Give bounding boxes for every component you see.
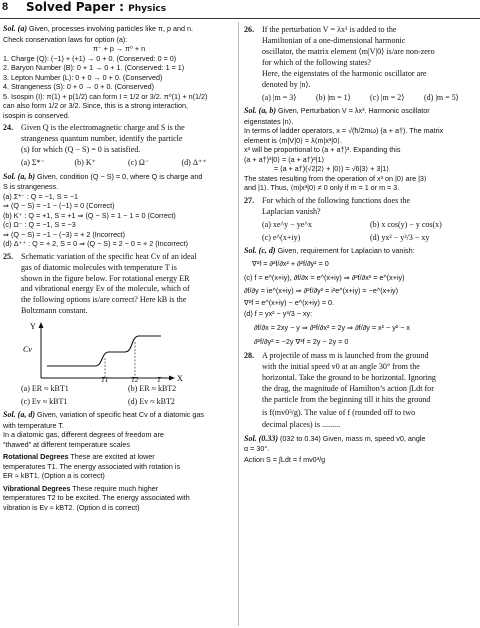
vibrational-heading: Vibrational Degrees — [3, 483, 71, 493]
solution-label: Sol. (a, b) — [3, 171, 35, 181]
t-label: T — [157, 376, 161, 383]
option-c: (c) Ev ≈ kBT1 — [21, 396, 68, 406]
cv-label: Cv — [23, 345, 32, 355]
option-b: (b) ER ≈ kBT2 — [128, 384, 177, 394]
solution-label: Sol. (0.33) — [244, 433, 278, 443]
x-axis-label: X — [177, 374, 183, 383]
column-divider — [238, 22, 239, 626]
text-line: 3. Lepton Number (L): 0 + 0 → 0 + 0. (Conserved) — [3, 72, 163, 82]
text-line: Given, processes involving particles like π, p and n. — [29, 24, 193, 33]
option-d: (d) Ev ≈ kBT2 — [128, 396, 175, 406]
question-25: 25. Schematic variation of the specific heat Cv of an ideal gas of diatomic molecules with temperature T is shown in the figure below. For rotational energy ER and vibrational energy Ev of the molecule, which of the following options is/are correct? Here kB is the Boltzmann constant. — [3, 251, 197, 316]
solution-label: Sol. (a, d) — [3, 410, 35, 420]
solution-27: Sol. (c, d) Given, requirement for Laplacian to vanish: ∇²f = ∂²f/∂x² + ∂²f/∂y² = 0 (c) f = e^(x+iy), ∂f/∂x = e^(x+iy) ⇒ ∂²f/∂x² = e^(x+iy) ∂f/∂y = ie^(x+iy) ⇒ ∂²f/∂y² = i²e^(x+iy) = −e^(x+iy) ∇²f = e^(x+iy) − e^(x+iy) = 0. (d) f = yx² − y³/3 − xy: ∂f/∂x = 2xy − y ⇒ ∂²f/∂x² = 2y ⇒ ∂f/∂y = x² − y² − x ∂²f/∂y² = −2y ∇²f = 2y − 2y = 0 — [244, 246, 415, 346]
x-axis-arrow — [169, 376, 175, 381]
option-b: (b) K⁺ — [74, 157, 96, 167]
option-a: (a) Σ*⁻ — [21, 157, 45, 167]
solution-label: Sol. (c, d) — [244, 246, 276, 256]
text-line: 1. Charge (Q): (−1) + (+1) → 0 + 0. (Conserved: 0 = 0) — [3, 53, 177, 63]
left-column — [3, 22, 235, 514]
solution-26: Sol. (a, b) Given, Perturbation V = λx³. Harmonic oscillator eigenstates |n⟩. In terms of ladder operators, x = √(ħ/2mω) (a + a†). The matrix element is ⟨m|V|0⟩ = λ⟨m|x³|0⟩. x³ will be proportional to (a + a†)³. Expanding this (a + a†)³|0⟩ = (a + a†)²|1⟩ = (a + a†)(√2|2⟩ + |0⟩) = √6|3⟩ + 3|1⟩ The states resulting from the operation of x³ on |0⟩ are |3⟩ and |1⟩. Thus, ⟨m|x³|0⟩ ≠ 0 only if m = 1 or m = 3. — [244, 106, 444, 193]
question-number: 28. — [244, 351, 255, 361]
options — [244, 93, 478, 104]
text-line: can also form 1/2 or 3/2. Since, this is a strong interaction, — [3, 101, 188, 111]
question-27: 27. For which of the following functions does the Laplacian vanish? (a) xe^y − ye^x (b) x cos(y) − y cos(x) (c) e^(x+iy) (d) yx² − y³/3 − xy — [244, 196, 478, 243]
question-26: 26. If the perturbation V = λx³ is added to the Hamiltonian of a one-dimensional harmonic oscillator, the matrix element ⟨m|V|0⟩ is/are non-zero for which of the following states? Here, the eigenstates of the harmonic oscillator are denoted by |n⟩. (a) |m = 3⟩ (b) |m = 1⟩ (c) |m = 2⟩ (d) |m = 5⟩ — [244, 25, 478, 103]
option-b: (b) |m = 1⟩ — [316, 92, 351, 102]
option-c: (c) |m = 2⟩ — [370, 92, 405, 102]
option-d: (d) |m = 5⟩ — [424, 92, 459, 102]
t1-label: T1 — [101, 376, 109, 383]
solution-25: Sol. (a, d) Given, variation of specific heat Cv of a diatomic gas with temperature T. In a diatomic gas, different degrees of freedom are “thawed” at different temperature scales Rotational Degrees These are excited at lower temperatures T1. The energy associated with rotation is ER ≈ kBT1. (Option a is correct) Vibrational Degrees These require much higher temperatures T2 to be excited. The energy associated with vibration is Ev ≈ kBT2. (Option d is correct) — [3, 410, 204, 512]
header-title: Solved Paper : Physics — [26, 0, 167, 14]
text-line: 4. Strangeness (S): 0 + 0 → 0 + 0. (Conserved) — [3, 82, 155, 92]
question-number: 26. — [244, 25, 255, 34]
text-line: Check conservation laws for option (a): — [3, 34, 128, 44]
q25-options — [3, 384, 235, 407]
option-b: (b) x cos(y) − y cos(x) — [370, 219, 442, 229]
option-a: (a) |m = 3⟩ — [262, 92, 297, 102]
text-line: isospin is conserved. — [3, 110, 70, 120]
rotational-heading: Rotational Degrees — [3, 452, 69, 462]
text-line: 5. Isospin (I): π(1) + p(1/2) can form I = 1/2 or 3/2. π⁰(1) + n(1/2) — [3, 91, 208, 101]
option-c: (c) e^(x+iy) — [262, 232, 301, 242]
equation: π⁻ + p → π⁰ + n — [92, 44, 146, 54]
solution-24: Sol. (a, b) Given, condition (Q − S) = 0, where Q is charge and S is strangeness. (a) Σ*⁻ : Q = −1, S = −1 ⇒ (Q − S) = −1 − (−1) = 0 (Correct) (b) K⁺ : Q = +1, S = +1 ⇒ (Q − S) = 1 − 1 = 0 (Correct) (c) Ω⁻ : Q = −1, S = −3 ⇒ (Q − S) = −1 − (−3) = + 2 (Incorrect) (d) Δ⁺⁺ : Q = + 2, S = 0 ⇒ (Q − S) = 2 − 0 = + 2 (Incorrect) — [3, 171, 203, 249]
text-line: 2. Baryon Number (B): 0 + 1 → 0 + 1. (Conserved: 1 = 1) — [3, 63, 185, 73]
specific-heat-graph — [21, 320, 221, 382]
question-24: 24. Given Q is the electromagnetic charge and S is the strangeness quantum number, identify the particle (s) for which (Q − S) = 0 is satisfied. (a) Σ*⁻ (b) K⁺ (c) Ω⁻ (d) Δ⁺⁺ — [3, 123, 235, 169]
option-d: (d) yx² − y³/3 − xy — [370, 232, 430, 242]
cv-curve — [47, 336, 161, 366]
y-axis-label: Y — [30, 322, 36, 332]
solution-label: Sol. (a) — [3, 24, 27, 33]
solution-23 — [3, 24, 235, 120]
solution-label: Sol. (a, b) — [244, 106, 276, 116]
option-a: (a) ER ≈ kBT1 — [21, 384, 69, 394]
option-d: (d) Δ⁺⁺ — [181, 157, 207, 167]
t2-label: T2 — [131, 376, 139, 383]
question-number: 27. — [244, 195, 255, 205]
option-a: (a) xe^y − ye^x — [262, 219, 312, 229]
question-number: 24. — [3, 123, 14, 133]
page-number: 8 — [2, 1, 9, 13]
page-header — [0, 0, 480, 19]
options — [244, 220, 478, 244]
option-c: (c) Ω⁻ — [128, 157, 150, 167]
question-number: 25. — [3, 251, 14, 261]
y-axis-arrow — [39, 322, 44, 328]
right-column — [244, 22, 478, 468]
question-28: 28. A projectile of mass m is launched from the ground with the initial speed v0 at an angle 30° from the horizontal. Take the ground to be horizontal. Ignoring the drag, the magnitude of Hamilton’s action ∫Ldt for the particle from the beginning till it hits the ground is f(mv0³/g). The value of f (rounded off to two decimal places) is ......... — [244, 351, 436, 429]
options — [3, 158, 235, 169]
solution-28: Sol. (0.33) (032 to 0.34) Given, mass m, speed v0, angle α = 30°. Action S = ∫Ldt = f mv0³/g — [244, 433, 426, 464]
